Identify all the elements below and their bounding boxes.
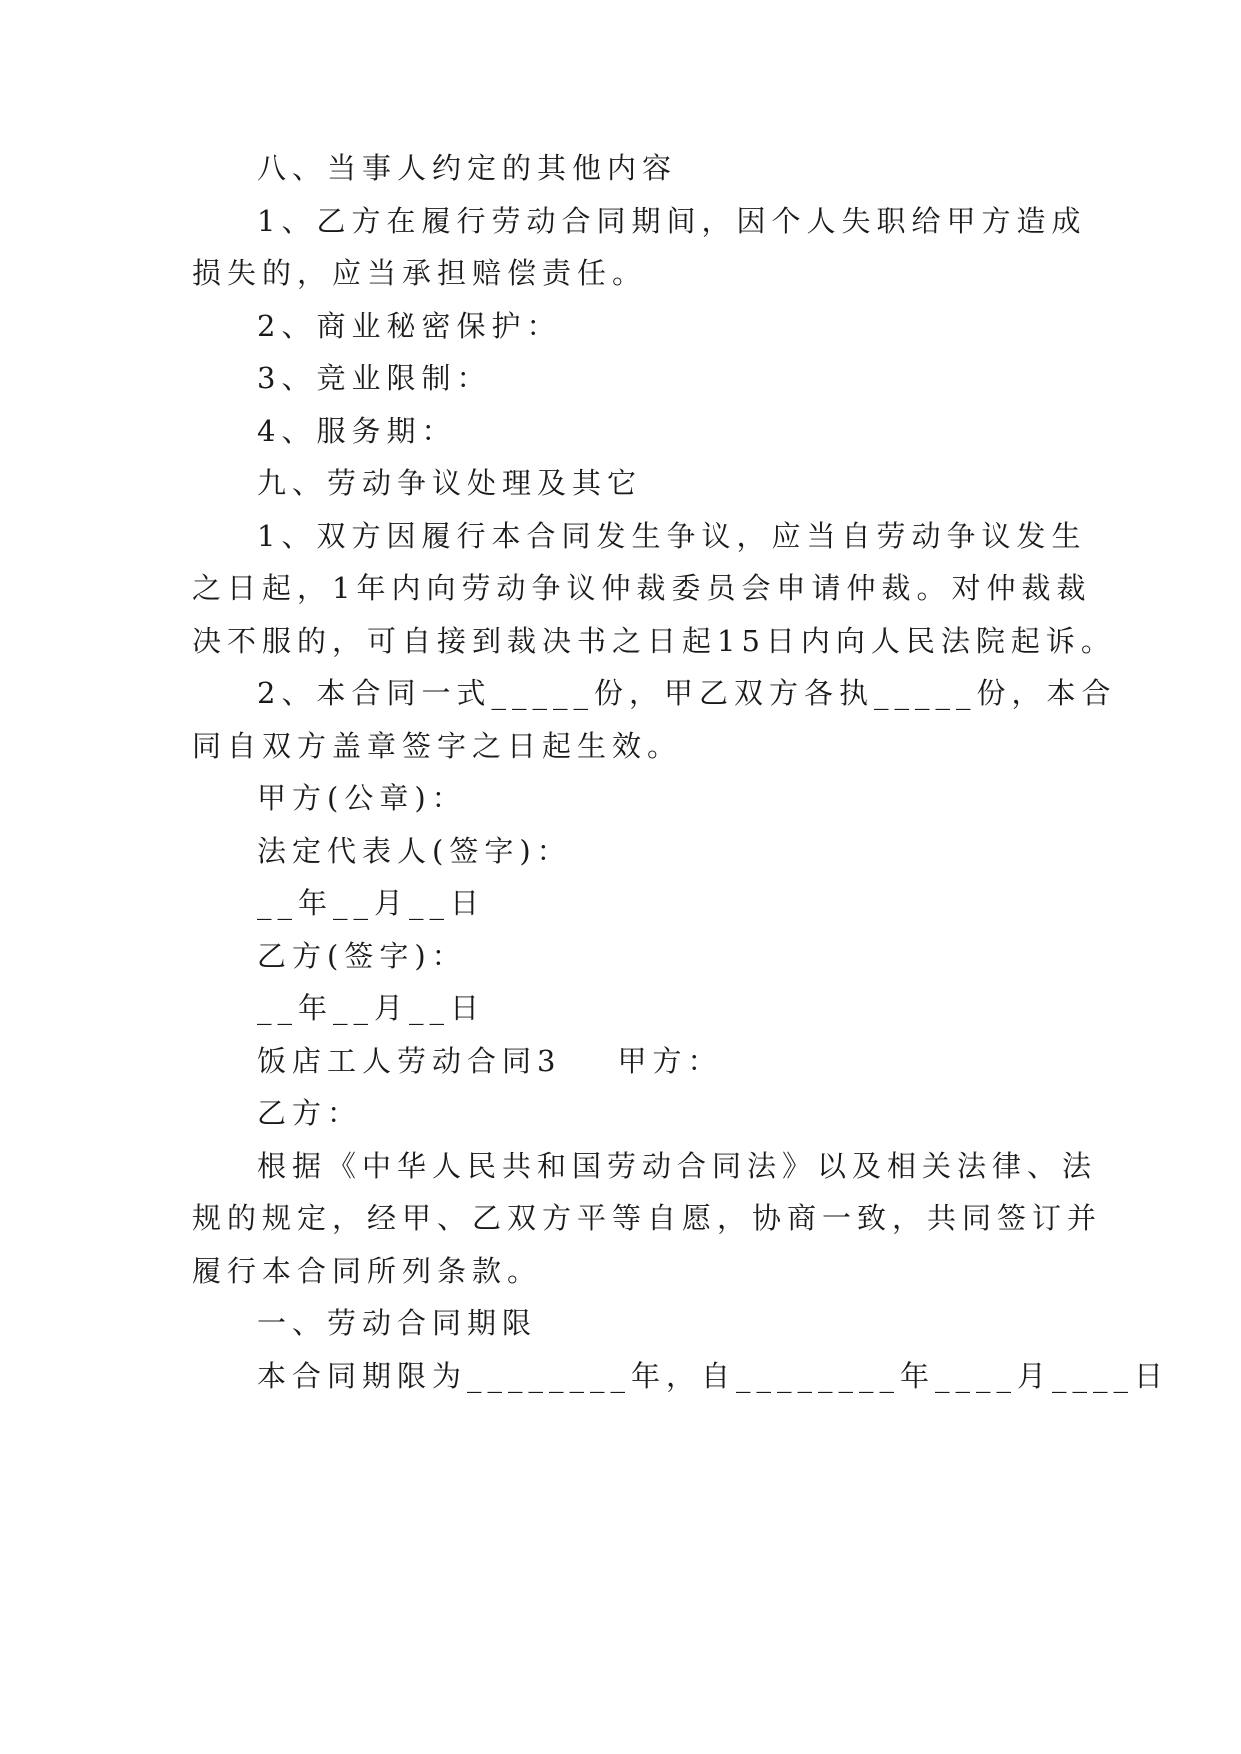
paragraph-line: 损失的，应当承担赔偿责任。 <box>192 256 648 290</box>
section-heading-8: 八、当事人约定的其他内容 <box>257 151 678 185</box>
party-b-label: 乙方： <box>257 1096 363 1130</box>
paragraph-line: 1、双方因履行本合同发生争议，应当自劳动争议发生 <box>257 519 1087 553</box>
paragraph-line: 规的规定，经甲、乙双方平等自愿，协商一致，共同签订并 <box>192 1201 1103 1235</box>
party-a-label: 甲方： <box>617 1044 723 1078</box>
paragraph-line: 同自双方盖章签字之日起生效。 <box>192 729 683 763</box>
signature-label: 乙方(签字)： <box>257 939 467 973</box>
date-line: __年__月__日 <box>257 991 486 1025</box>
contract-title-line <box>257 1041 1137 1081</box>
paragraph-line: 根据《中华人民共和国劳动合同法》以及相关法律、法 <box>257 1149 1098 1183</box>
section-heading-9: 九、劳动争议处理及其它 <box>257 466 643 500</box>
date-line: __年__月__日 <box>257 886 486 920</box>
section-heading-1: 一、劳动合同期限 <box>257 1306 538 1340</box>
paragraph-line: 4、服务期： <box>257 414 457 448</box>
paragraph-line: 履行本合同所列条款。 <box>192 1254 543 1288</box>
paragraph-line: 之日起，1年内向劳动争议仲裁委员会申请仲裁。对仲裁裁 <box>192 571 1092 605</box>
paragraph-line: 3、竞业限制： <box>257 361 492 395</box>
paragraph-line: 2、本合同一式_____份，甲乙双方各执_____份，本合 <box>257 676 1117 710</box>
paragraph-line: 2、商业秘密保护： <box>257 309 562 343</box>
signature-label: 法定代表人(签字)： <box>257 834 572 868</box>
contract-title: 饭店工人劳动合同3 <box>257 1044 562 1078</box>
signature-label: 甲方(公章)： <box>257 781 467 815</box>
paragraph-line: 本合同期限为________年，自________年____月____日 <box>257 1359 1170 1393</box>
paragraph-line: 1、乙方在履行劳动合同期间，因个人失职给甲方造成 <box>257 204 1087 238</box>
paragraph-line: 决不服的，可自接到裁决书之日起15日内向人民法院起诉。 <box>192 624 1116 658</box>
